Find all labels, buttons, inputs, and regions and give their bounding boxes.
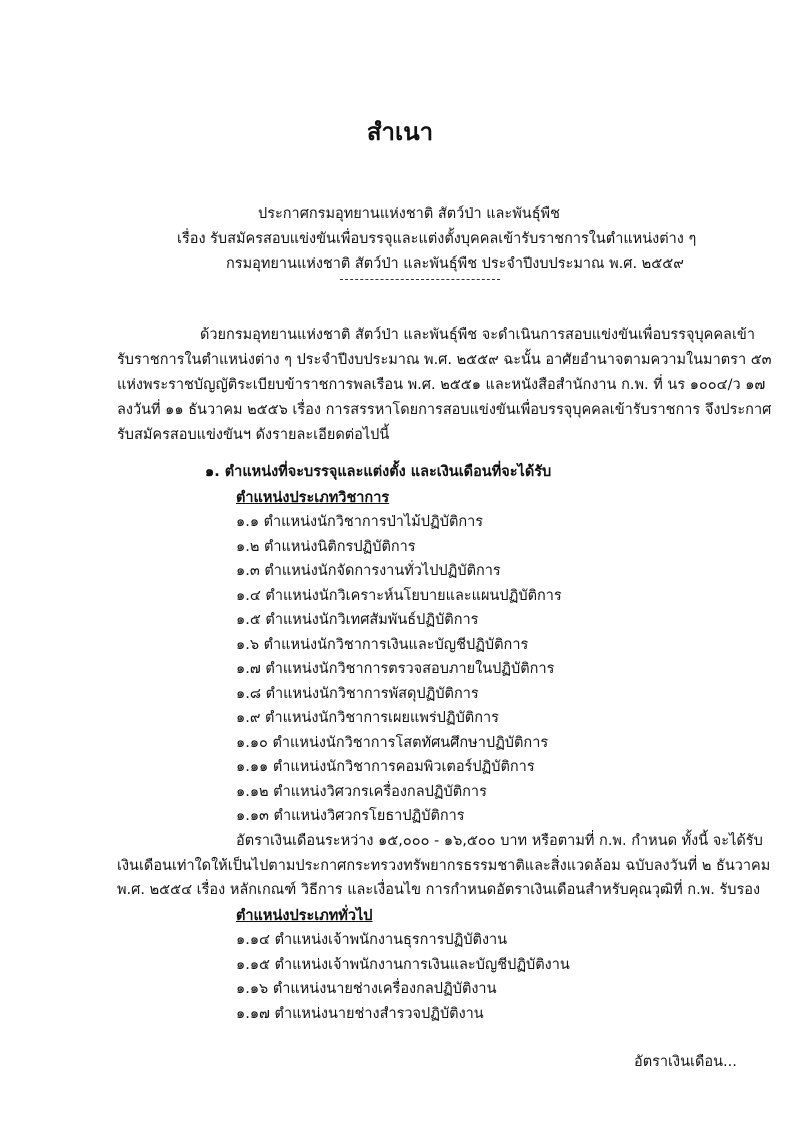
list-item: ๑.๒ ตำแหน่งนิติกรปฏิบัติการ bbox=[236, 539, 416, 555]
intro-line-1: ด้วยกรมอุทยานแห่งชาติ สัตว์ป่า และพันธุ์พืช จะดำเนินการสอบแข่งขันเพื่อบรรจุบุคคลเข้า bbox=[200, 327, 755, 343]
list-item: ๑.๖ ตำแหน่งนักวิชาการเงินและบัญชีปฏิบัติการ bbox=[236, 637, 529, 653]
group-academic-title: ตำแหน่งประเภทวิชาการ bbox=[236, 490, 390, 506]
group-general-title: ตำแหน่งประเภททั่วไป bbox=[236, 908, 373, 924]
list-item: ๑.๑๐ ตำแหน่งนักวิชาการโสตทัศนศึกษาปฏิบัติการ bbox=[236, 735, 549, 751]
salary-line-1: อัตราเงินเดือนระหว่าง ๑๕,๐๐๐ - ๑๖,๕๐๐ บาท หรือตามที่ ก.พ. กำหนด ทั้งนี้ จะได้รับ bbox=[236, 833, 763, 849]
continuation-note: อัตราเงินเดือน... bbox=[634, 1054, 737, 1070]
list-item: ๑.๓ ตำแหน่งนักจัดการงานทั่วไปปฏิบัติการ bbox=[236, 563, 501, 579]
list-item: ๑.๑๖ ตำแหน่งนายช่างเครื่องกลปฏิบัติงาน bbox=[236, 981, 497, 997]
intro-line-3: แห่งพระราชบัญญัติระเบียบข้าราชการพลเรือน พ.ศ. ๒๕๕๑ และหนังสือสำนักงาน ก.พ. ที่ นร ๑๐๐๔/ว ๑๗ bbox=[117, 377, 766, 393]
section-1-heading: ๑. ตำแหน่งที่จะบรรจุและแต่งตั้ง และเงินเดือนที่จะได้รับ bbox=[205, 464, 552, 480]
announcement-line-3: กรมอุทยานแห่งชาติ สัตว์ป่า และพันธุ์พืช ประจำปีงบประมาณ พ.ศ. ๒๕๕๙ bbox=[226, 256, 684, 272]
list-item: ๑.๗ ตำแหน่งนักวิชาการตรวจสอบภายในปฏิบัติการ bbox=[236, 661, 555, 677]
intro-line-5: รับสมัครสอบแข่งขันฯ ดังรายละเอียดต่อไปนี้ bbox=[117, 427, 390, 443]
list-item: ๑.๑๕ ตำแหน่งเจ้าพนักงานการเงินและบัญชีปฏิบัติงาน bbox=[236, 957, 570, 973]
list-item: ๑.๔ ตำแหน่งนักวิเคราะห์นโยบายและแผนปฏิบัติการ bbox=[236, 588, 562, 604]
intro-line-2: รับราชการในตำแหน่งต่าง ๆ ประจำปีงบประมาณ พ.ศ. ๒๕๕๙ ฉะนั้น อาศัยอำนาจตามความในมาตรา ๕๓ bbox=[117, 352, 772, 368]
header-divider bbox=[340, 279, 500, 280]
list-item: ๑.๑๓ ตำแหน่งวิศวกรโยธาปฏิบัติการ bbox=[236, 808, 465, 824]
document-title: สำเนา bbox=[366, 118, 434, 146]
list-item: ๑.๘ ตำแหน่งนักวิชาการพัสดุปฏิบัติการ bbox=[236, 686, 479, 702]
salary-line-2: เงินเดือนเท่าใดให้เป็นไปตามประกาศกระทรวงทรัพยากรธรรมชาติและสิ่งแวดล้อม ฉบับลงวันที่ ๒ ธันวาคม bbox=[117, 858, 771, 874]
intro-line-4: ลงวันที่ ๑๑ ธันวาคม ๒๕๕๖ เรื่อง การสรรหาโดยการสอบแข่งขันเพื่อบรรจุบุคคลเข้ารับราชการ จึงประกาศ bbox=[117, 402, 772, 418]
list-item: ๑.๙ ตำแหน่งนักวิชาการเผยแพร่ปฏิบัติการ bbox=[236, 710, 499, 726]
list-item: ๑.๑๗ ตำแหน่งนายช่างสำรวจปฏิบัติงาน bbox=[236, 1006, 484, 1022]
announcement-line-1: ประกาศกรมอุทยานแห่งชาติ สัตว์ป่า และพันธุ์พืช bbox=[258, 206, 560, 222]
list-item: ๑.๕ ตำแหน่งนักวิเทศสัมพันธ์ปฏิบัติการ bbox=[236, 612, 479, 628]
list-item: ๑.๑๔ ตำแหน่งเจ้าพนักงานธุรการปฏิบัติงาน bbox=[236, 932, 508, 948]
list-item: ๑.๑๑ ตำแหน่งนักวิชาการคอมพิวเตอร์ปฏิบัติการ bbox=[236, 759, 535, 775]
list-item: ๑.๑ ตำแหน่งนักวิชาการป่าไม้ปฏิบัติการ bbox=[236, 514, 484, 530]
announcement-subject: เรื่อง รับสมัครสอบแข่งขันเพื่อบรรจุและแต่งตั้งบุคคลเข้ารับราชการในตำแหน่งต่าง ๆ bbox=[177, 231, 697, 247]
salary-line-3: พ.ศ. ๒๕๕๔ เรื่อง หลักเกณฑ์ วิธีการ และเงื่อนไข การกำหนดอัตราเงินเดือนสำหรับคุณวุฒิที่ ก.พ. รับรอง bbox=[117, 882, 761, 898]
list-item: ๑.๑๒ ตำแหน่งวิศวกรเครื่องกลปฏิบัติการ bbox=[236, 784, 487, 800]
